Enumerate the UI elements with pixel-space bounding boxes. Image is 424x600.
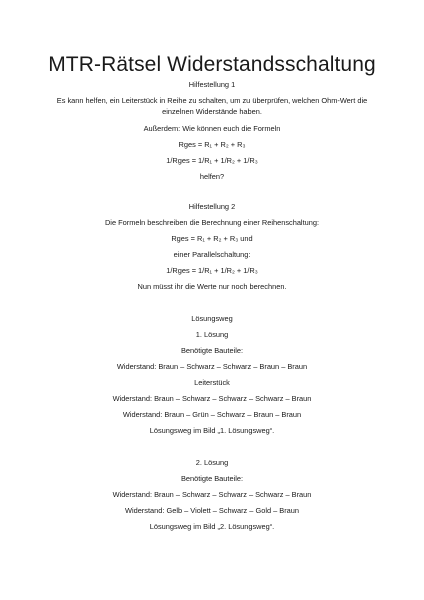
hint1-question: helfen? [199, 172, 225, 181]
hint1-heading: Hilfestellung 1 [188, 80, 236, 89]
solution2-parts-label: Benötigte Bauteile: [180, 474, 244, 483]
solution1-heading: 1. Lösung [195, 330, 229, 339]
hint1-formula-intro: Außerdem: Wie können euch die Formeln [143, 124, 281, 133]
solution1-resistor3: Widerstand: Braun – Grün – Schwarz – Braun – Braun [122, 410, 302, 419]
hint1-text-line2: einzelnen Widerstände haben. [162, 107, 262, 116]
hint1-formula-parallel: 1/Rges = 1/R₁ + 1/R₂ + 1/R₃ [166, 156, 258, 165]
hint1-text-line1: Es kann helfen, ein Leiterstück in Reihe zu schalten, um zu überprüfen, welchen Ohm-Wert die [56, 96, 368, 105]
solution1-parts-label: Benötigte Bauteile: [180, 346, 244, 355]
solution1-resistor1: Widerstand: Braun – Schwarz – Schwarz – Braun – Braun [116, 362, 308, 371]
solution2-resistor2: Widerstand: Gelb – Violett – Schwarz – Gold – Braun [124, 506, 300, 515]
solution2-heading: 2. Lösung [195, 458, 229, 467]
hint2-formula-parallel: 1/Rges = 1/R₁ + 1/R₂ + 1/R₃ [166, 266, 258, 275]
document-title: MTR-Rätsel Widerstandsschaltung [48, 53, 376, 76]
hint1-formula-series: Rges = R₁ + R₂ + R₃ [178, 140, 246, 149]
solution1-resistor2: Widerstand: Braun – Schwarz – Schwarz – Schwarz – Braun [112, 394, 312, 403]
hint2-heading: Hilfestellung 2 [188, 202, 236, 211]
hint2-formula-series: Rges = R₁ + R₂ + R₃ und [171, 234, 253, 243]
solution1-image-ref: Lösungsweg im Bild „1. Lösungsweg“. [149, 426, 275, 435]
solution1-conductor-label: Leiterstück [194, 378, 230, 387]
hint2-outro: Nun müsst ihr die Werte nur noch berechnen. [137, 282, 287, 291]
hint2-intro: Die Formeln beschreiben die Berechnung einer Reihenschaltung: [104, 218, 320, 227]
solution2-resistor1: Widerstand: Braun – Schwarz – Schwarz – Schwarz – Braun [112, 490, 312, 499]
solution2-image-ref: Lösungsweg im Bild „2. Lösungsweg“. [149, 522, 275, 531]
hint2-parallel-label: einer Parallelschaltung: [173, 250, 251, 259]
solution-heading: Lösungsweg [191, 314, 233, 323]
